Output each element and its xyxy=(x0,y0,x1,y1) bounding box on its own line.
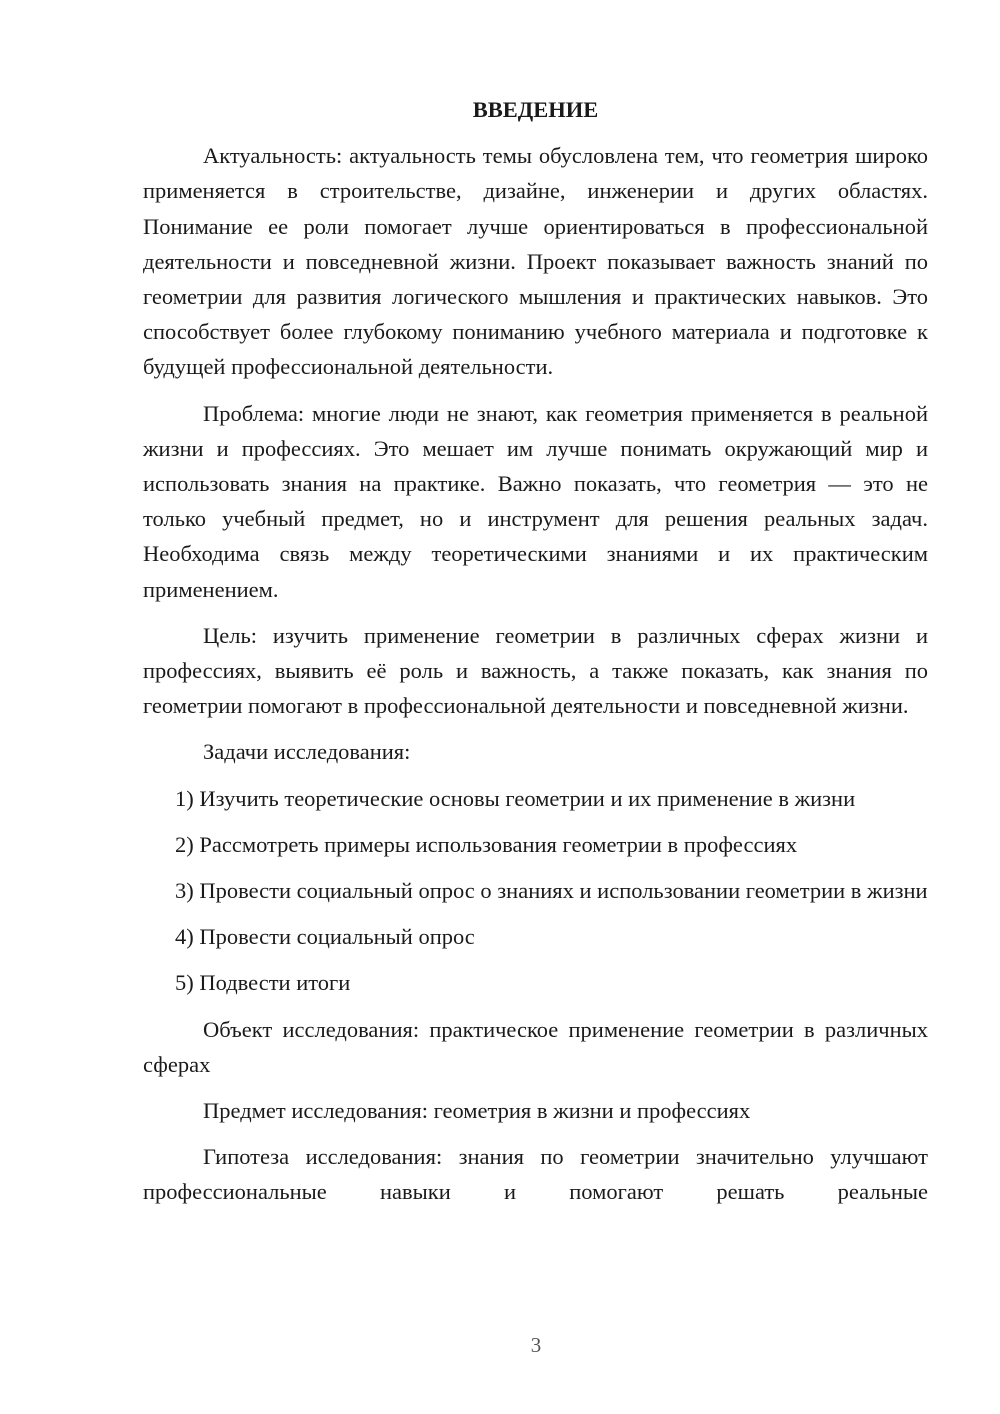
paragraph-problem: Проблема: многие люди не знают, как геометрия применяется в реальной жизни и профессиях. Это мешает им лучше понимать окружающий мир и использовать знания на практике. Важно показать, что геометрия — это не только учебный предмет, но и инструмент для решения реальных задач. Необходима связь между теоретическими знаниями и их практическим применением. xyxy=(143,400,928,602)
task-item-2: 2) Рассмотреть примеры использования геометрии в профессиях xyxy=(175,831,798,857)
paragraph-subject: Предмет исследования: геометрия в жизни и профессиях xyxy=(203,1098,751,1124)
paragraph-object: Объект исследования: практическое применение геометрии в различных сферах xyxy=(143,1016,928,1077)
paragraph-hypothesis: Гипотеза исследования: знания по геометрии значительно улучшают профессиональные навыки и помогают решать реальные xyxy=(143,1144,928,1205)
page-number: 3 xyxy=(530,1333,542,1357)
paragraph-relevance: Актуальность: актуальность темы обусловлена тем, что геометрия широко применяется в строительстве, дизайне, инженерии и других областях. Понимание ее роли помогает лучше ориентироваться в профессиональной деятельности и повседневной жизни. Проект показывает важность знаний по геометрии для развития логического мышления и практических навыков. Это способствует более глубокому пониманию учебного материала и подготовке к будущей профессиональной деятельности. xyxy=(143,143,928,380)
page-content xyxy=(143,92,928,1221)
task-item-4: 4) Провести социальный опрос xyxy=(175,924,475,950)
task-item-1: 1) Изучить теоретические основы геометрии и их применение в жизни xyxy=(175,785,856,811)
task-item-3: 3) Провести социальный опрос о знаниях и использовании геометрии в жизни xyxy=(175,878,928,904)
paragraph-goal: Цель: изучить применение геометрии в различных сферах жизни и профессиях, выявить её роль и важность, а также показать, как знания по геометрии помогают в профессиональной деятельности и повседневной жизни. xyxy=(143,622,928,719)
section-title: ВВЕДЕНИЕ xyxy=(472,97,599,122)
tasks-heading: Задачи исследования: xyxy=(203,739,411,765)
task-item-5: 5) Подвести итоги xyxy=(175,970,351,996)
